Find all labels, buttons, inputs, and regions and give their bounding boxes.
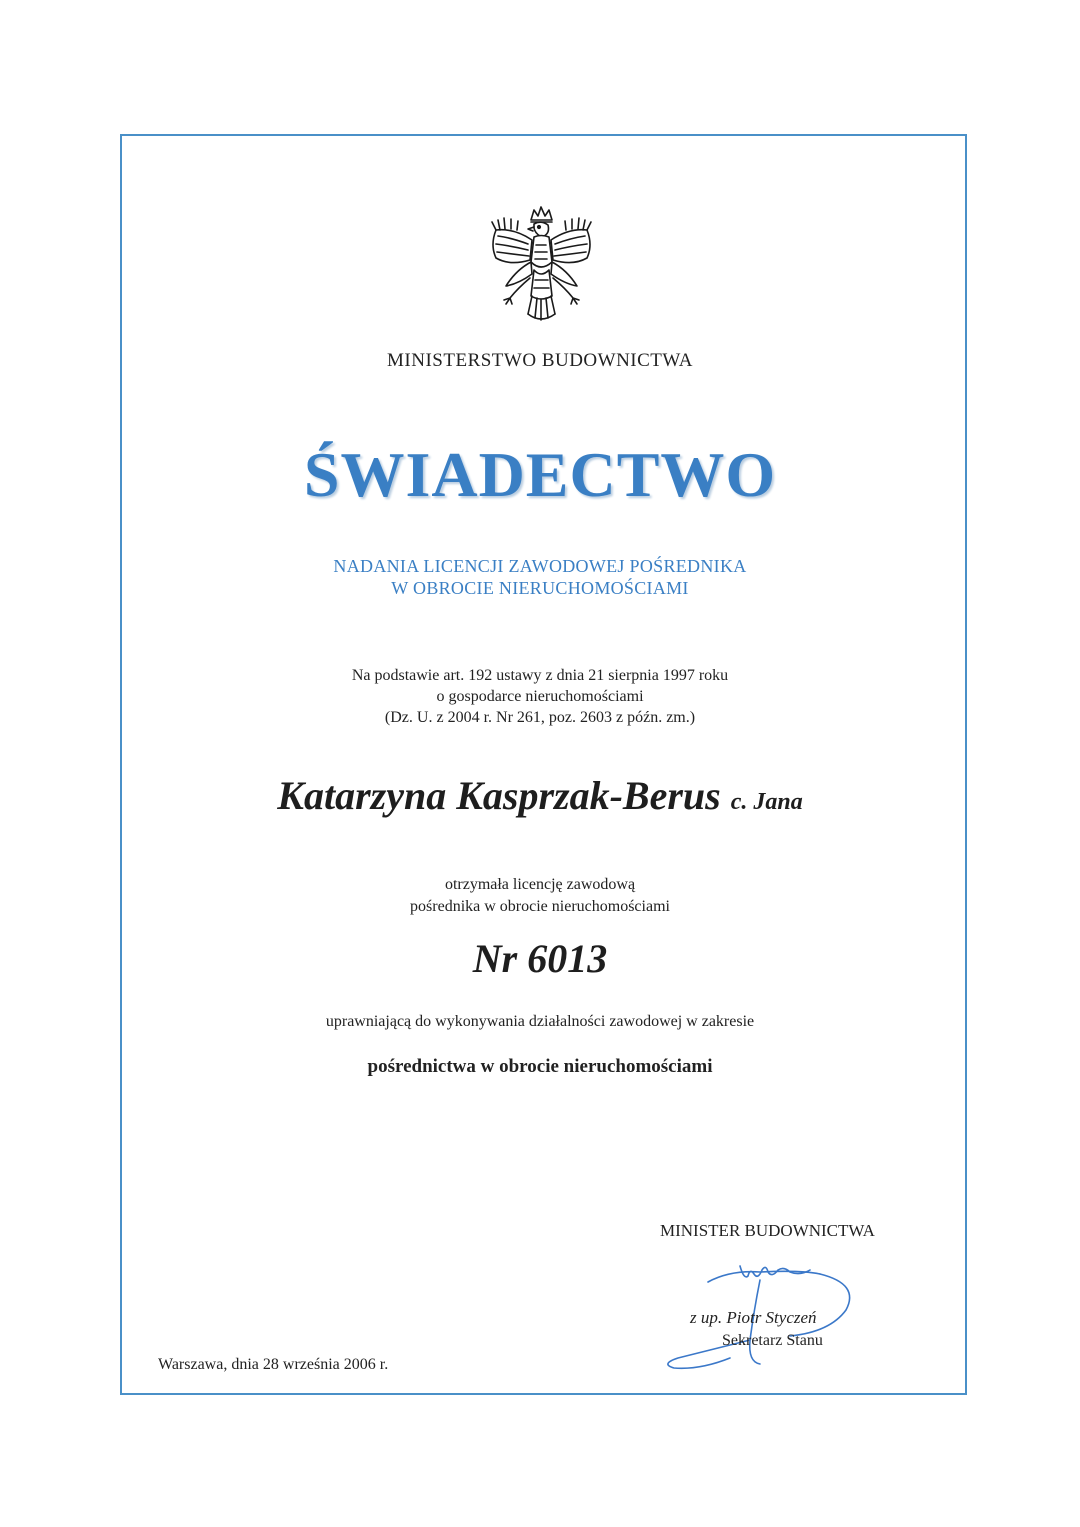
- legal-basis-line-3: (Dz. U. z 2004 r. Nr 261, poz. 2603 z późn. zm.): [384, 709, 696, 726]
- certificate-subtitle: [0, 555, 1080, 599]
- received-line-2: pośrednika w obrocie nieruchomościami: [410, 898, 670, 915]
- subtitle-line-2: W OBROCIE NIERUCHOMOŚCIAMI: [391, 578, 689, 598]
- license-scope: pośrednictwa w obrocie nieruchomościami: [367, 1056, 713, 1077]
- legal-basis: [0, 665, 1080, 728]
- holder-name: Katarzyna Kasprzak-Berus: [277, 773, 721, 818]
- place-and-date: Warszawa, dnia 28 września 2006 r.: [158, 1356, 389, 1373]
- holder-name-line: [0, 772, 1080, 819]
- subtitle-line-1: NADANIA LICENCJI ZAWODOWEJ POŚREDNIKA: [333, 556, 747, 576]
- legal-basis-line-2: o gospodarce nieruchomościami: [436, 688, 644, 705]
- ministry-name: MINISTERSTWO BUDOWNICTWA: [387, 350, 693, 371]
- polish-eagle-emblem-icon: [484, 200, 599, 325]
- license-number: Nr 6013: [472, 936, 608, 981]
- certificate-title: ŚWIADECTWO: [303, 439, 777, 510]
- received-statement: [0, 874, 1080, 918]
- signatory-authority: z up. Piotr Styczeń: [690, 1308, 817, 1327]
- authorizing-statement: uprawniającą do wykonywania działalności zawodowej w zakresie: [325, 1013, 755, 1030]
- holder-patronym: c. Jana: [730, 789, 803, 815]
- signatory-role: Sekretarz Stanu: [722, 1332, 823, 1349]
- received-line-1: otrzymała licencję zawodową: [444, 876, 636, 893]
- signatory-title: MINISTER BUDOWNICTWA: [660, 1221, 875, 1240]
- legal-basis-line-1: Na podstawie art. 192 ustawy z dnia 21 sierpnia 1997 roku: [351, 667, 729, 684]
